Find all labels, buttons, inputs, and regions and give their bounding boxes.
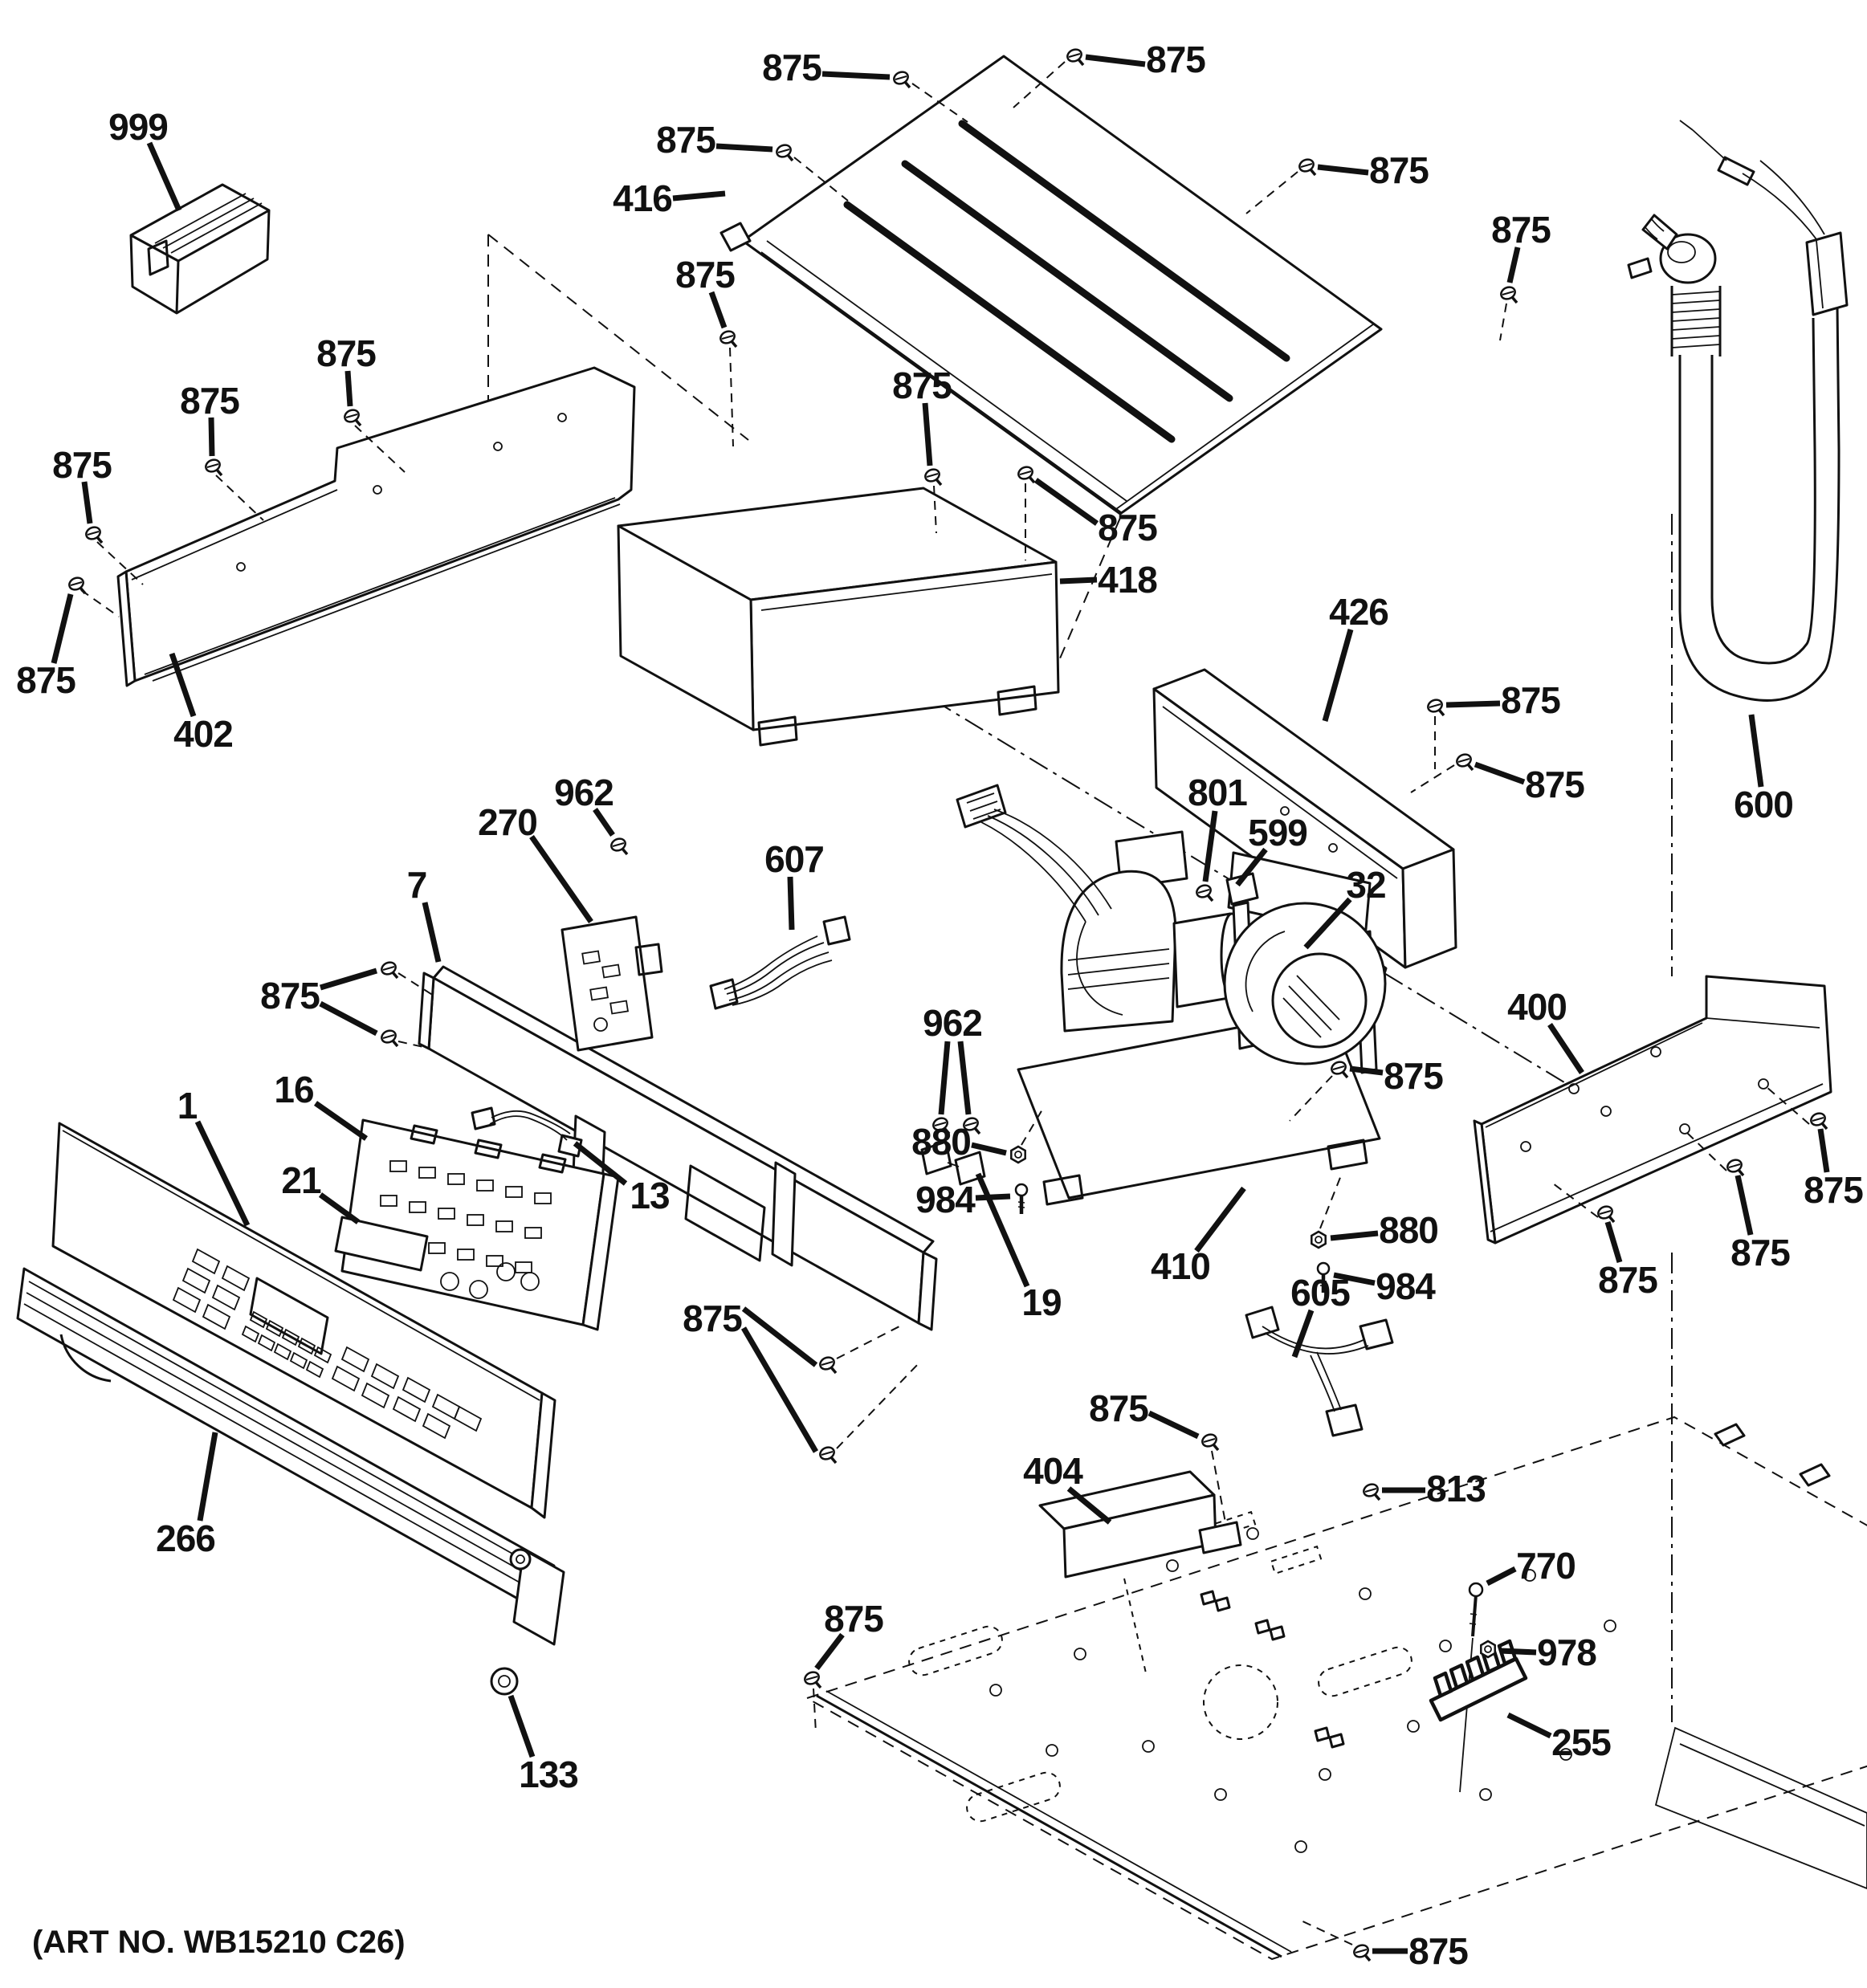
part-label-962: 962	[923, 1002, 982, 1044]
callout-16	[274, 1069, 366, 1139]
part-label-875: 875	[683, 1297, 742, 1339]
callout-770	[1470, 1545, 1576, 1636]
callout-875	[1246, 149, 1429, 214]
callout-875	[1491, 209, 1551, 340]
screw-icon	[380, 1029, 397, 1046]
part-label-813: 813	[1426, 1468, 1486, 1509]
leader-line	[1446, 703, 1500, 705]
part-label-600: 600	[1734, 784, 1793, 825]
leader-line	[1487, 1569, 1515, 1583]
part-label-607: 607	[764, 838, 824, 880]
screw-icon	[1298, 157, 1315, 175]
leader-line	[711, 292, 724, 328]
leader-line	[1608, 1222, 1620, 1262]
part-label-875: 875	[1098, 507, 1157, 548]
screw-icon	[1352, 1943, 1370, 1961]
screw-icon	[719, 329, 736, 347]
screw-icon	[1499, 285, 1517, 303]
projection-line	[837, 1326, 899, 1359]
screw-icon	[775, 143, 793, 161]
part-label-875: 875	[1730, 1232, 1790, 1273]
part-label-962: 962	[554, 772, 614, 813]
leader-line	[1738, 1175, 1751, 1235]
leader-line	[425, 902, 438, 962]
screw-icon	[1455, 752, 1473, 770]
part-label-875: 875	[52, 444, 112, 486]
screw-icon	[923, 467, 941, 485]
screw-icon	[1726, 1158, 1743, 1175]
callout-875	[52, 444, 143, 585]
leader-line	[972, 1145, 1006, 1153]
leader-line	[320, 971, 377, 988]
part-label-880: 880	[911, 1121, 971, 1163]
projection-line	[1246, 172, 1298, 214]
part-label-13: 13	[630, 1175, 670, 1216]
screw-icon	[204, 458, 222, 475]
callout-875	[675, 254, 736, 446]
projection-line	[1320, 1175, 1341, 1228]
nut-icon	[1481, 1641, 1494, 1657]
part-label-801: 801	[1188, 772, 1247, 813]
leader-line	[822, 74, 890, 77]
leader-line	[511, 1696, 532, 1757]
screw-icon	[1596, 1204, 1614, 1222]
part-label-416: 416	[613, 177, 672, 219]
nut-icon	[1311, 1232, 1325, 1248]
projection-line	[1021, 1110, 1042, 1145]
leader-line	[211, 418, 212, 456]
callout-875	[180, 380, 263, 520]
callout-21	[281, 1159, 358, 1222]
leader-line	[1500, 1651, 1536, 1652]
part-label-875: 875	[1804, 1169, 1863, 1211]
part-label-1: 1	[177, 1085, 198, 1126]
leader-line	[1331, 1233, 1378, 1238]
leader-line	[1060, 580, 1097, 581]
callout-607	[764, 838, 824, 930]
callout-133	[511, 1696, 578, 1795]
leader-line	[790, 877, 792, 930]
part-label-875: 875	[762, 47, 821, 88]
part-600-hose	[1629, 120, 1847, 700]
screw-icon	[1195, 883, 1213, 901]
callout-270	[478, 801, 591, 922]
part-label-133: 133	[519, 1754, 578, 1795]
callout-400	[1507, 986, 1582, 1073]
part-label-21: 21	[281, 1159, 321, 1201]
callout-875	[1411, 752, 1584, 805]
part-label-875: 875	[1598, 1259, 1657, 1301]
callout-418	[1060, 559, 1157, 601]
callout-402	[172, 654, 233, 755]
callout-426	[1325, 591, 1388, 721]
screw-icon	[67, 576, 85, 593]
leader-line	[1350, 1069, 1383, 1073]
callout-875	[1686, 1132, 1790, 1273]
leader-line	[744, 1328, 816, 1452]
bolt-icon	[1016, 1184, 1027, 1214]
callout-962	[554, 772, 627, 854]
leader-line	[941, 1041, 948, 1114]
callout-875	[260, 960, 434, 1049]
projection-line	[730, 348, 733, 446]
callout-605	[1290, 1272, 1350, 1357]
callout-984	[915, 1179, 1027, 1220]
callout-875	[803, 1598, 883, 1733]
callout-266	[156, 1432, 215, 1559]
part-label-270: 270	[478, 801, 537, 843]
part-label-875: 875	[316, 332, 376, 374]
callout-880	[1311, 1175, 1438, 1251]
part-label-19: 19	[1021, 1281, 1062, 1323]
leader-line	[54, 594, 71, 663]
part-label-875: 875	[1491, 209, 1551, 251]
part-607-wire-harness	[711, 917, 850, 1008]
part-label-875: 875	[16, 659, 75, 701]
base-panel-reference	[807, 1417, 1867, 1959]
leader-line	[1086, 57, 1145, 64]
projection-line	[837, 1362, 920, 1448]
callout-962	[923, 1002, 982, 1134]
screw-icon	[1201, 1432, 1218, 1450]
callout-600	[1734, 715, 1793, 825]
nut-icon	[1011, 1147, 1025, 1163]
part-label-875: 875	[675, 254, 735, 295]
screw-icon	[892, 70, 910, 88]
part-label-875: 875	[260, 975, 320, 1016]
hose-corrugation	[1672, 286, 1720, 356]
part-label-875: 875	[1369, 149, 1429, 191]
part-label-599: 599	[1248, 812, 1307, 853]
callout-875	[1426, 679, 1560, 769]
screw-icon	[609, 837, 627, 854]
part-label-16: 16	[274, 1069, 314, 1110]
callout-875	[16, 576, 119, 701]
callout-255	[1508, 1715, 1611, 1763]
leader-line	[348, 371, 350, 406]
screw-icon	[1426, 698, 1444, 715]
part-label-978: 978	[1537, 1632, 1596, 1673]
part-label-984: 984	[915, 1179, 975, 1220]
leader-line	[1318, 167, 1368, 173]
callout-7	[407, 864, 438, 962]
callout-875	[1298, 1919, 1468, 1972]
part-label-999: 999	[108, 106, 168, 148]
part-label-880: 880	[1379, 1209, 1438, 1251]
leader-line	[925, 403, 930, 466]
screw-icon	[1017, 465, 1034, 483]
part-270-control-board	[562, 917, 662, 1050]
part-label-32: 32	[1346, 864, 1386, 906]
part-label-875: 875	[892, 365, 952, 406]
callout-999	[108, 106, 179, 210]
part-605-wire-harness	[1246, 1307, 1392, 1436]
part-418-cover	[618, 488, 1058, 745]
leader-line	[976, 1196, 1010, 1198]
callout-416	[613, 177, 725, 219]
part-label-984: 984	[1376, 1265, 1435, 1307]
projection-line	[81, 590, 119, 617]
part-label-875: 875	[1146, 39, 1205, 80]
screw-icon	[343, 408, 361, 426]
part-label-875: 875	[656, 119, 715, 161]
part-label-410: 410	[1151, 1245, 1210, 1287]
part-label-7: 7	[406, 864, 427, 906]
leader-line	[532, 837, 591, 922]
leader-line	[316, 1103, 366, 1139]
part-416-top-panel	[721, 56, 1381, 514]
leader-line	[1550, 1025, 1582, 1073]
part-label-605: 605	[1290, 1272, 1350, 1314]
part-label-875: 875	[1525, 764, 1584, 805]
part-label-404: 404	[1023, 1450, 1082, 1492]
callout-875	[683, 1297, 920, 1463]
leader-line	[716, 146, 772, 149]
callout-813	[1362, 1468, 1486, 1509]
screw-icon	[1809, 1111, 1827, 1129]
leader-line	[200, 1432, 215, 1521]
part-label-426: 426	[1329, 591, 1388, 633]
part-133-grommet	[491, 1668, 517, 1694]
part-label-400: 400	[1507, 986, 1567, 1028]
part-label-875: 875	[824, 1598, 883, 1640]
projection-line	[1411, 765, 1454, 792]
part-label-770: 770	[1516, 1545, 1576, 1587]
leader-line	[673, 194, 725, 198]
part-label-418: 418	[1098, 559, 1157, 601]
leader-line	[960, 1041, 968, 1114]
screw-icon	[1066, 47, 1083, 65]
part-label-266: 266	[156, 1517, 215, 1559]
screw-icon	[818, 1445, 836, 1463]
callout-410	[1151, 1188, 1244, 1287]
longscrew-icon	[1470, 1583, 1482, 1636]
projection-line	[1500, 303, 1506, 340]
part-label-255: 255	[1551, 1721, 1611, 1763]
art-number: (ART NO. WB15210 C26)	[32, 1925, 406, 1960]
part-label-875: 875	[1384, 1055, 1443, 1097]
screw-icon	[84, 525, 102, 543]
screw-icon	[818, 1355, 836, 1373]
leader-line	[149, 143, 179, 210]
part-label-402: 402	[173, 713, 233, 755]
leader-line	[1510, 247, 1518, 283]
leader-line	[1508, 1715, 1551, 1736]
leader-line	[320, 1004, 377, 1033]
screw-icon	[380, 960, 397, 978]
screw-icon	[1362, 1482, 1380, 1500]
leader-line	[1325, 629, 1351, 721]
projection-line	[1298, 1919, 1352, 1945]
leader-line	[744, 1309, 816, 1365]
leader-line	[1196, 1188, 1244, 1251]
leader-line	[1475, 764, 1524, 782]
part-label-875: 875	[1089, 1387, 1148, 1429]
leader-line	[1820, 1129, 1827, 1172]
part-label-875: 875	[180, 380, 239, 422]
leader-line	[1149, 1413, 1198, 1436]
leader-line	[84, 482, 90, 523]
leader-line	[1751, 715, 1761, 787]
part-999-box	[131, 185, 269, 313]
screw-icon	[803, 1670, 821, 1688]
blower-housing-left	[1062, 871, 1176, 1031]
projection-line	[216, 475, 263, 520]
base-panel-clips	[1201, 1591, 1343, 1747]
leader-line	[817, 1635, 842, 1668]
part-label-875: 875	[1408, 1930, 1468, 1972]
part-label-875: 875	[1501, 679, 1560, 721]
